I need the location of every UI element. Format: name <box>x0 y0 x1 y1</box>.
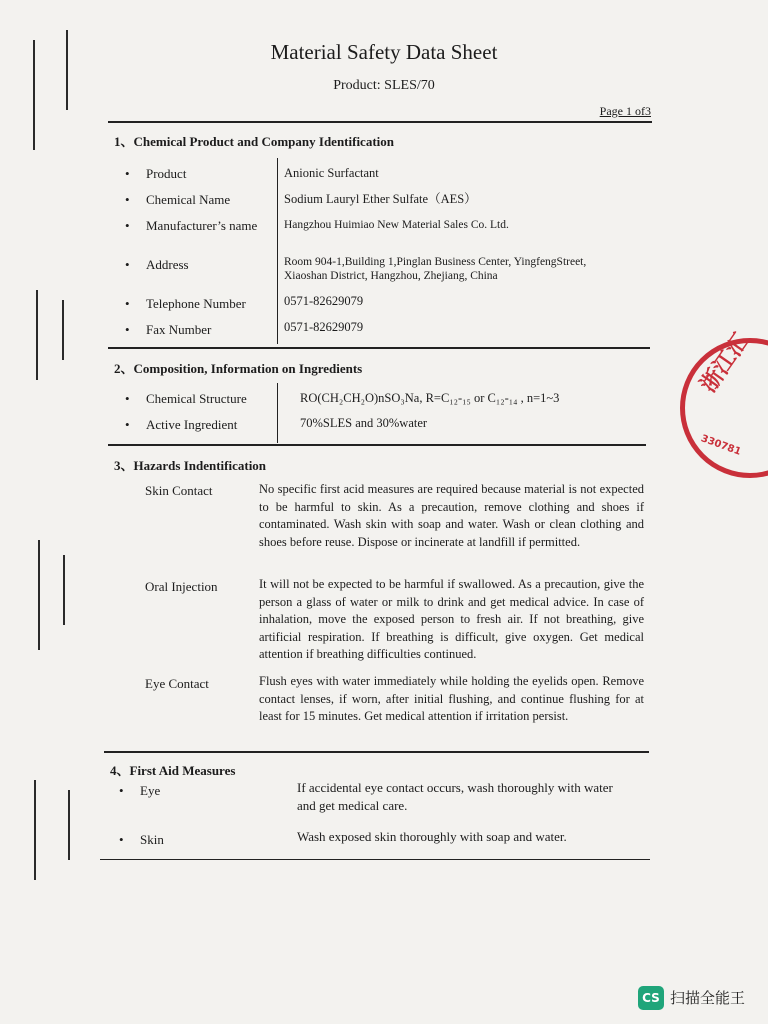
bullet-icon: • <box>125 322 130 337</box>
row-value: RO(CH₂CH₂O)nSO₃Na, R=C₁₂-₁₅ or C₁₂-₁₄ , n=1~3 <box>300 391 560 405</box>
row-value: 70%SLES and 30%water <box>300 416 428 430</box>
hazard-label: Skin Contact <box>145 483 213 498</box>
bullet-icon: • <box>119 783 124 798</box>
row-label: Product <box>146 166 187 181</box>
row-value: If accidental eye contact occurs, wash thoroughly with water <box>297 780 613 795</box>
bullet-icon: • <box>125 218 130 233</box>
bullet-icon: • <box>125 296 130 311</box>
section1-rule <box>108 347 650 349</box>
row-label: Active Ingredient <box>146 417 238 432</box>
bullet-icon: • <box>125 391 130 406</box>
row-value: Room 904-1,Building 1,Pinglan Business Center, YingfengStreet, <box>284 256 587 268</box>
row-label: Fax Number <box>146 322 212 337</box>
row-value: Hangzhou Huimiao New Material Sales Co. Ltd. <box>284 219 509 231</box>
row-label: Manufacturer’s name <box>146 218 258 233</box>
row-value-line2: and get medical care. <box>297 798 408 813</box>
section1-divider <box>277 158 278 344</box>
scan-artifact <box>63 555 65 625</box>
bullet-icon: • <box>125 192 130 207</box>
product-line: Product: SLES/70 <box>333 78 435 93</box>
section3-rule <box>104 751 649 753</box>
top-rule <box>108 121 652 123</box>
row-value: Sodium Lauryl Ether Sulfate（AES） <box>284 192 477 206</box>
row-label: Skin <box>140 832 164 847</box>
hazard-text: Flush eyes with water immediately while holding the eyelids open. Remove contact lenses, if worn, after initial flushing, and continue flushing for at least for 15 minutes. Get medical attention if irritation persist. <box>259 674 644 723</box>
scan-artifact <box>68 790 70 860</box>
scan-artifact <box>38 540 40 650</box>
hazard-label: Eye Contact <box>145 676 209 691</box>
section2-heading: 2、Composition, Information on Ingredients <box>114 361 363 376</box>
bullet-icon: • <box>119 832 124 847</box>
row-label: Chemical Name <box>146 192 231 207</box>
section4-rule <box>100 859 650 860</box>
page-number: Page 1 of3 <box>599 104 651 118</box>
document-title: Material Safety Data Sheet <box>270 40 498 64</box>
hazard-text: It will not be expected to be harmful if swallowed. As a precaution, give the person a glass of water or milk to drink and get medical advice. In case of inhalation, move the exposed person to fresh air. If not breathing, give artificial respiration. If breathing is difficult, give oxygen. Get medical attention if breathing difficulties continued. <box>259 577 644 661</box>
row-value-line2: Xiaoshan District, Hangzhou, Zhejiang, China <box>284 270 498 282</box>
row-value: Anionic Surfactant <box>284 166 379 180</box>
camscanner-logo-icon: CS <box>638 986 664 1010</box>
bullet-icon: • <box>125 166 130 181</box>
section4-heading: 4、First Aid Measures <box>110 763 236 778</box>
section3-heading: 3、Hazards Indentification <box>114 458 267 473</box>
stamp-number: 330781 <box>699 433 743 458</box>
row-value: Wash exposed skin thoroughly with soap and water. <box>297 829 567 844</box>
stamp-text: 浙江汇 <box>696 328 755 398</box>
hazard-text: No specific first acid measures are required because material is not expected to be harmful to skin. As a precaution, remove clothing and shoes if contaminated. Wash skin with soap and water. Wash or clean clothing and shoes before reuse. Dispose or incinerate at landfill if permitted. <box>259 482 644 549</box>
section2-rule <box>108 444 646 446</box>
section2-divider <box>277 383 278 443</box>
camscanner-app-name: 扫描全能王 <box>670 989 746 1007</box>
row-value: 0571-82629079 <box>284 320 364 334</box>
scan-artifact <box>36 290 38 380</box>
row-label: Address <box>146 257 189 272</box>
row-value: 0571-82629079 <box>284 294 364 308</box>
scan-artifact <box>34 780 36 880</box>
row-label: Eye <box>140 783 161 798</box>
bullet-icon: • <box>125 257 130 272</box>
scan-artifact <box>62 300 64 360</box>
row-label: Telephone Number <box>146 296 246 311</box>
section1-heading: 1、Chemical Product and Company Identification <box>114 134 394 149</box>
bullet-icon: • <box>125 417 130 432</box>
hazard-label: Oral Injection <box>145 579 218 594</box>
row-label: Chemical Structure <box>146 391 247 406</box>
